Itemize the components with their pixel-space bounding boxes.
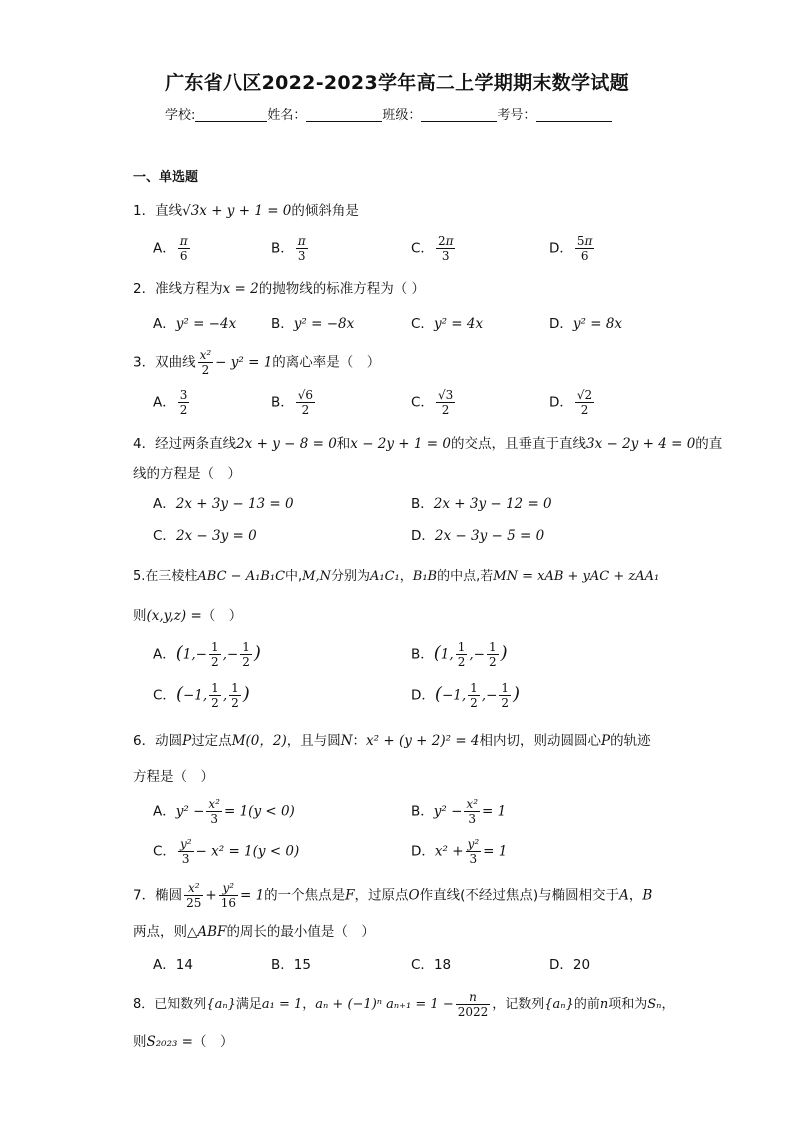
question-4: 4．经过两条直线2x + y − 8 = 0和x − 2y + 1 = 0的交点，且垂直于直线3x − 2y + 4 = 0的直 <box>133 436 723 452</box>
q4-option-d[interactable]: D．2x − 3y − 5 = 0 <box>411 528 545 544</box>
q6-option-b[interactable]: B．y² − $\frac{\text{x²}}{3}$ = 1 <box>411 797 507 826</box>
question-7: 7．椭圆 $\frac{\text{x²}}{25}$ + $\frac{\text{y²}}{16}$ = 1的一个焦点是F，过原点O作直线(不经过焦点)与椭圆相交于A，B <box>133 881 653 910</box>
q7-option-a[interactable]: A．14 <box>153 957 193 973</box>
exam-no-label: 考号： <box>497 108 537 123</box>
question-4-line2: 线的方程是（ ） <box>133 466 241 482</box>
q5-option-c[interactable]: C．(−1, $\frac{1}{2}$ , $\frac{1}{2}$ ) <box>153 681 250 710</box>
q7-option-d[interactable]: D．20 <box>549 957 591 973</box>
class-label: 班级： <box>382 108 422 123</box>
q2-option-d[interactable]: D．y² = 8x <box>549 316 623 332</box>
question-6: 6．动圆P过定点M(0，2)，且与圆N：x² + (y + 2)² = 4相内切，则动圆圆心P的轨迹 <box>133 733 651 749</box>
q7-option-b[interactable]: B．15 <box>271 957 311 973</box>
q2-option-b[interactable]: B．y² = −8x <box>271 316 355 332</box>
q4-option-b[interactable]: B．2x + 3y − 12 = 0 <box>411 496 552 512</box>
question-5: 5.在三棱柱ABC − A₁B₁C中,M,N分别为A₁C₁，B₁B的中点,若MN = xAB + yAC + zAA₁ <box>133 569 660 584</box>
question-7-line2: 两点，则△ABF的周长的最小值是（ ） <box>133 924 375 940</box>
q6-option-c[interactable]: C． $\frac{\text{y²}}{3}$ − x² = 1(y < 0) <box>153 837 300 866</box>
name-blank[interactable] <box>306 107 382 122</box>
section-heading: 一、单选题 <box>133 170 199 185</box>
q4-option-a[interactable]: A．2x + 3y − 13 = 0 <box>153 496 294 512</box>
student-info-line <box>165 104 612 123</box>
question-1: 1．直线√3x + y + 1 = 0的倾斜角是 <box>133 203 359 219</box>
q3-option-a[interactable]: A． $\frac{3}{2}$ <box>153 388 188 417</box>
q6-option-a[interactable]: A．y² − $\frac{\text{x²}}{3}$ = 1(y < 0) <box>153 797 295 826</box>
q7-option-c[interactable]: C．18 <box>411 957 452 973</box>
q1-line-equation: √3x + y + 1 = 0 <box>182 203 292 219</box>
exam-title: 广东省八区2022-2023学年高二上学期期末数学试题 <box>165 72 629 94</box>
q4-option-c[interactable]: C．2x − 3y = 0 <box>153 528 257 544</box>
question-5-line2: 则(x,y,z) =（ ） <box>133 608 243 624</box>
question-3: 3．双曲线 $\frac{\text{x²}}{2}$ − y² = 1的离心率是（ ） <box>133 348 381 377</box>
question-2: 2．准线方程为x = 2的抛物线的标准方程为（ ） <box>133 281 425 297</box>
exam-no-blank[interactable] <box>536 107 612 122</box>
q5-option-a[interactable]: A．(1,− $\frac{1}{2}$ ,− $\frac{1}{2}$ ) <box>153 640 261 669</box>
q3-option-c[interactable]: C． $\frac{√3}{2}$ <box>411 388 454 417</box>
question-8: 8．已知数列{aₙ}满足a₁ = 1，aₙ + (−1)ⁿ aₙ₊₁ = 1 − $\frac{n}{2022}$ ，记数列{aₙ}的前n项和为Sₙ， <box>133 990 675 1019</box>
q3-option-b[interactable]: B． $\frac{√6}{2}$ <box>271 388 314 417</box>
q2-option-a[interactable]: A．y² = −4x <box>153 316 237 332</box>
school-blank[interactable] <box>195 107 267 122</box>
q3-option-d[interactable]: D． $\frac{√2}{2}$ <box>549 388 593 417</box>
school-label: 学校: <box>165 108 196 123</box>
name-label: 姓名： <box>267 108 307 123</box>
q1-option-c[interactable]: C． $\frac{2\pi}{3}$ <box>411 234 454 263</box>
q2-option-c[interactable]: C．y² = 4x <box>411 316 484 332</box>
class-blank[interactable] <box>421 107 497 122</box>
q6-option-d[interactable]: D．x² + $\frac{\text{y²}}{3}$ = 1 <box>411 837 508 866</box>
q5-option-d[interactable]: D．(−1, $\frac{1}{2}$ ,− $\frac{1}{2}$ ) <box>411 681 521 710</box>
question-8-line2: 则S₂₀₂₃ =（ ） <box>133 1034 234 1050</box>
q1-option-b[interactable]: B． $\frac{\pi}{3}$ <box>271 234 306 263</box>
q5-option-b[interactable]: B．(1, $\frac{1}{2}$ ,− $\frac{1}{2}$ ) <box>411 640 508 669</box>
q1-option-a[interactable]: A． $\frac{\pi}{6}$ <box>153 234 188 263</box>
question-6-line2: 方程是（ ） <box>133 769 214 785</box>
q1-option-d[interactable]: D． $\frac{5\pi}{6}$ <box>549 234 593 263</box>
